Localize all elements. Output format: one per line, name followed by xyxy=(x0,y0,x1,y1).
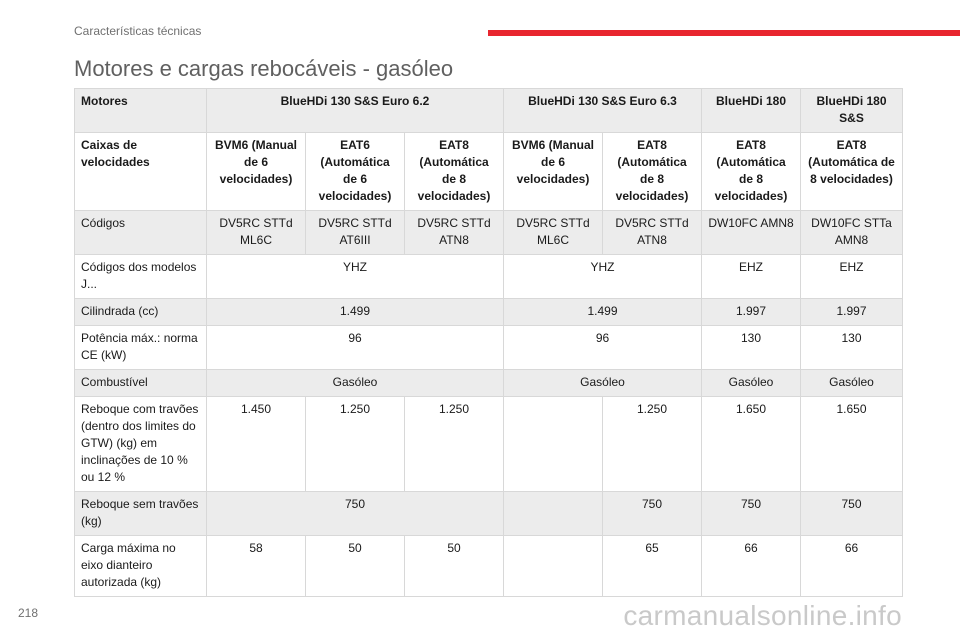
table-row-unbraked-trailer xyxy=(75,492,903,536)
row-header: Combustível xyxy=(75,370,207,397)
row-header: Potência máx.: norma CE (kW) xyxy=(75,326,207,370)
table-cell: DV5RC STTd AT6III xyxy=(306,211,405,255)
table-cell: 58 xyxy=(207,536,306,597)
table-cell: 1.250 xyxy=(306,397,405,492)
table-row-engines xyxy=(75,89,903,133)
table-cell: BlueHDi 130 S&S Euro 6.3 xyxy=(504,89,702,133)
table-cell: 750 xyxy=(207,492,504,536)
table-cell: BlueHDi 130 S&S Euro 6.2 xyxy=(207,89,504,133)
table-cell: 1.997 xyxy=(801,299,903,326)
table-cell: BVM6 (Manual de 6 velocidades) xyxy=(504,133,603,211)
table-cell: 50 xyxy=(405,536,504,597)
table-cell: 1.650 xyxy=(801,397,903,492)
section-accent-bar xyxy=(488,30,960,36)
row-header: Reboque com travões (dentro dos limites do GTW) (kg) em inclinações de 10 % ou 12 % xyxy=(75,397,207,492)
table-cell: 50 xyxy=(306,536,405,597)
table-cell: DV5RC STTd ATN8 xyxy=(405,211,504,255)
row-header: Reboque sem travões (kg) xyxy=(75,492,207,536)
table-cell: EAT8 (Automática de 8 velocidades) xyxy=(801,133,903,211)
table-row-models xyxy=(75,255,903,299)
table-cell: DW10FC STTa AMN8 xyxy=(801,211,903,255)
table-cell: Gasóleo xyxy=(504,370,702,397)
table-cell: YHZ xyxy=(207,255,504,299)
table-row-codes xyxy=(75,211,903,255)
row-header: Caixas de velocidades xyxy=(75,133,207,211)
table-cell: BlueHDi 180 S&S xyxy=(801,89,903,133)
table-cell: EAT8 (Automática de 8 velocidades) xyxy=(405,133,504,211)
table-cell: DV5RC STTd ML6C xyxy=(504,211,603,255)
watermark: carmanualsonline.info xyxy=(623,600,902,631)
table-cell: Gasóleo xyxy=(207,370,504,397)
table-cell: DV5RC STTd ML6C xyxy=(207,211,306,255)
table-cell: Gasóleo xyxy=(702,370,801,397)
table-cell: 130 xyxy=(702,326,801,370)
table-cell: 65 xyxy=(603,536,702,597)
section-label: Características técnicas xyxy=(74,24,202,38)
table-row-fuel xyxy=(75,370,903,397)
table-cell: EAT6 (Automática de 6 velocidades) xyxy=(306,133,405,211)
table-cell: 1.450 xyxy=(207,397,306,492)
table-cell: 750 xyxy=(702,492,801,536)
table-cell: 96 xyxy=(504,326,702,370)
table-cell: Gasóleo xyxy=(801,370,903,397)
table-cell: 130 xyxy=(801,326,903,370)
page-title: Motores e cargas rebocáveis - gasóleo xyxy=(74,56,454,81)
table-row-gearbox xyxy=(75,133,903,211)
table-row-displacement xyxy=(75,299,903,326)
table-cell xyxy=(504,492,603,536)
table-row-power xyxy=(75,326,903,370)
page-number: 218 xyxy=(18,606,39,620)
table-row-braked-trailer xyxy=(75,397,903,492)
table-cell: BVM6 (Manual de 6 velocidades) xyxy=(207,133,306,211)
table-cell: 1.499 xyxy=(504,299,702,326)
table-cell: DV5RC STTd ATN8 xyxy=(603,211,702,255)
table-cell: 1.250 xyxy=(405,397,504,492)
table-cell: BlueHDi 180 xyxy=(702,89,801,133)
table-cell: DW10FC AMN8 xyxy=(702,211,801,255)
table-cell: 750 xyxy=(603,492,702,536)
table-row-front-axle xyxy=(75,536,903,597)
table-cell: 96 xyxy=(207,326,504,370)
table-cell: EHZ xyxy=(801,255,903,299)
table-cell: EAT8 (Automática de 8 velocidades) xyxy=(702,133,801,211)
table-cell: YHZ xyxy=(504,255,702,299)
row-header: Motores xyxy=(75,89,207,133)
table-cell: 1.499 xyxy=(207,299,504,326)
row-header: Códigos xyxy=(75,211,207,255)
table-cell: EHZ xyxy=(702,255,801,299)
table-cell: 750 xyxy=(801,492,903,536)
table-cell: EAT8 (Automática de 8 velocidades) xyxy=(603,133,702,211)
table-cell: 66 xyxy=(801,536,903,597)
table-cell: 1.997 xyxy=(702,299,801,326)
engine-spec-table xyxy=(74,88,903,597)
row-header: Cilindrada (cc) xyxy=(75,299,207,326)
table-cell: 1.250 xyxy=(603,397,702,492)
row-header: Carga máxima no eixo dianteiro autorizada (kg) xyxy=(75,536,207,597)
table-cell xyxy=(504,536,603,597)
table-cell: 1.650 xyxy=(702,397,801,492)
table-cell: 66 xyxy=(702,536,801,597)
row-header: Códigos dos modelos J... xyxy=(75,255,207,299)
table-cell xyxy=(504,397,603,492)
